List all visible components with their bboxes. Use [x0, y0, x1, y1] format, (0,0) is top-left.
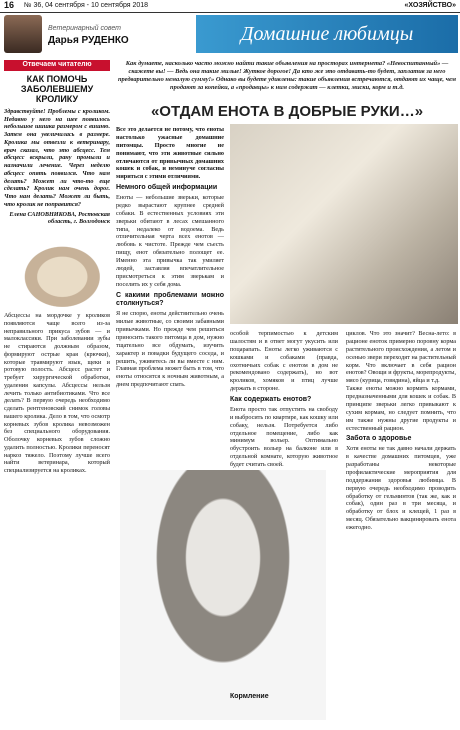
- raccoon-photo-top: [230, 124, 458, 324]
- reader-letter: Здравствуйте! Проблемы с кроликом. Недавно у него на шее появилось небольшое шишка размером с вишню. Затем она увеличилась в размере. Кролика мы отвезли к ветеринару, врач сказал, что это абсцесс. Тем абсцесс вскрыли, рану промыли и назначили лечение. Через неделю абсцесс опять появился. Что нам делать? Может ли что-то еще сделать? Кролик нам очень дорог. Что нам делать? Может ли быть, что кролик не поправится?: [4, 107, 110, 208]
- subheading-general-info: Немного общей информации: [116, 184, 218, 192]
- paragraph: Также еноты можно кормить кормами, предназначенными для кошек и собак. В принципе зверьки легко привыкают к сухим кормам, но следует помнить, что им также нужны другие продукты и естественный рацион.: [346, 385, 456, 432]
- reader-signature: Елена САНОВНИКОВА, Ростовская область, г. Волгодонск: [9, 210, 110, 226]
- top-bar: [0, 0, 460, 13]
- article-column-1: [116, 126, 224, 389]
- article-column-3: [346, 330, 456, 532]
- reader-tag: Отвечаем читателю: [4, 60, 110, 71]
- article-headline: «ОТДАМ ЕНОТА В ДОБРЫЕ РУКИ…»: [150, 103, 424, 120]
- subheading-problems: С какими проблемами можно столкнуться?: [116, 291, 224, 308]
- newspaper-name: «ХОЗЯЙСТВО»: [404, 2, 456, 9]
- rubric-title: Домашние любимцы: [196, 15, 458, 53]
- raccoon-photo-bottom: [120, 470, 326, 720]
- paragraph: Енота просто так отпустить на свободу и выбросить по квартире, как кошку или собаку, нельзя. Потребуется либо отдельное помещение, либо как минимум вольер. Оптимально обустроить вольер на балконе или в отдельной комнате, которую животное будет считать своей.: [230, 405, 338, 468]
- subheading-feeding-wrap: [230, 690, 338, 703]
- author-name: Дарья РУДЕНКО: [48, 35, 129, 46]
- guest-label: Ветеринарный совет: [48, 25, 122, 32]
- paragraph: циклов. Что это значит? Весна-лето: в рационе еноток примерно поровну корма растительного происхождения, а летом и осенью звери переходят на растительный корм. Что включает в себя рацион енотов? Овощи и фрукты, морепродукты, мясо (курица, говядина), яйца и т.д.: [346, 330, 456, 385]
- section-header: [0, 13, 460, 57]
- author-photo: [4, 15, 42, 53]
- article-lead: Все это делается не потому, что еноты настолько ужасные домашние питомцы. Просто многие не понимают, что эти животные сильно отличаются от привычных домашних кошек и собак, и неминуче согласны мириться с этими отличиями.: [116, 126, 224, 181]
- reader-answer: Абсцессы на мордочке у кроликов появляются чаще всего из-за неправильного прикуса зубов — и малоклассики. При заболевании зубы не стираются должным образом, формируют острые края (крючки), которые травмируют язык, щеки и ротовую полость. Абсцесс растет и требует хирургической обработки, удаления капсулы. Абсцессы нельзя лечить только антибиотиками. Что все делать? В первую очередь необходимо сделать рентгеновский снимок головы вашего кролика. Дело в том, что осмотр корневых зубов кролика невозможен без специального оборудования. Оболочку корневых зубов сложно удалить полностью. Кролики переносят наркоз тяжело. Поэтому лучше всего найти ветеринара, который специализируется на кроликах.: [4, 312, 110, 475]
- subheading-keeping: Как содержать енотов?: [230, 396, 312, 403]
- paragraph: особой терпимостью к детским шалостям и в ответ могут укусить или поцарапать. Еноты легко уживаются с кошками и собаками (правда, охотничьих собак с енотом в дом не рекомендовано содержать), но вот кроликов, хомяков и птиц лучше держать в стороне.: [230, 330, 338, 393]
- reader-column: [4, 60, 110, 475]
- rabbit-photo: [4, 230, 110, 308]
- reader-article-title: КАК ПОМОЧЬ ЗАБОЛЕВШЕМУ КРОЛИКУ: [20, 73, 94, 105]
- subheading-feeding: Кормление: [230, 693, 269, 700]
- paragraph: Я не спорю, еноты действительно очень милые животные, со своими забавными привычками. Но прежде чем решиться приносить такого питомца в дом, нужно тщательно все обдумать, изучить характер и повадки будущего соседа, и решить, уживетесь ли вы вместе с ним. Главная проблема может быть в том, что еноты относятся к ночным животным, а днем предпочитают спать.: [116, 310, 224, 389]
- subheading-health: Забота о здоровье: [346, 435, 412, 443]
- page-number: 16: [4, 0, 15, 10]
- paragraph: Еноты — небольшие зверьки, которые редко вырастают крупнее средней собаки. В естественных условиях эти зверьки обитают в лесах смешанного типа, недалеко от водоема. Ведь отличительная черта всех енотов — любовь к чистоте. Прежде чем съесть пищу, енот обязательно полощет ее. Именно эта привычка так умиляет людей, заставляя впечатлительное присмотреться к этим зверькам и поселить их у себя дома.: [116, 194, 224, 288]
- article-intro: Как думаете, насколько часто можно найти такие объявления на просторах интернета? «Невоспитанный» — скажете вы! — Ведь она такие милые! Жуткое дорогое! Да кто же это отдавать-то будет, заплатив за него предварительно немалую сумму!» Однако вы будете удивлены: такие объявления встречаются, отдают их чаще, чем продают за копейки, а «продавцы» к ним содержат — клетки, миски, корм и т.д.: [117, 60, 457, 91]
- article-column-2: [230, 330, 338, 469]
- issue-info: № 36, 04 сентября - 10 сентября 2018: [24, 2, 149, 9]
- paragraph: Хотя еноты не так давно начали держать в качестве домашних питомцев, уже разработаны некоторые профилактические мероприятия для поддержания здоровья любимца. В первую очередь необходимо проводить обработку от гельминтов (так же, как и собак), один раз в три месяца, и обработку от блох и клещей, 1 раз в месяц. Обязательно вакцинировать енота ежегодно.: [346, 445, 456, 531]
